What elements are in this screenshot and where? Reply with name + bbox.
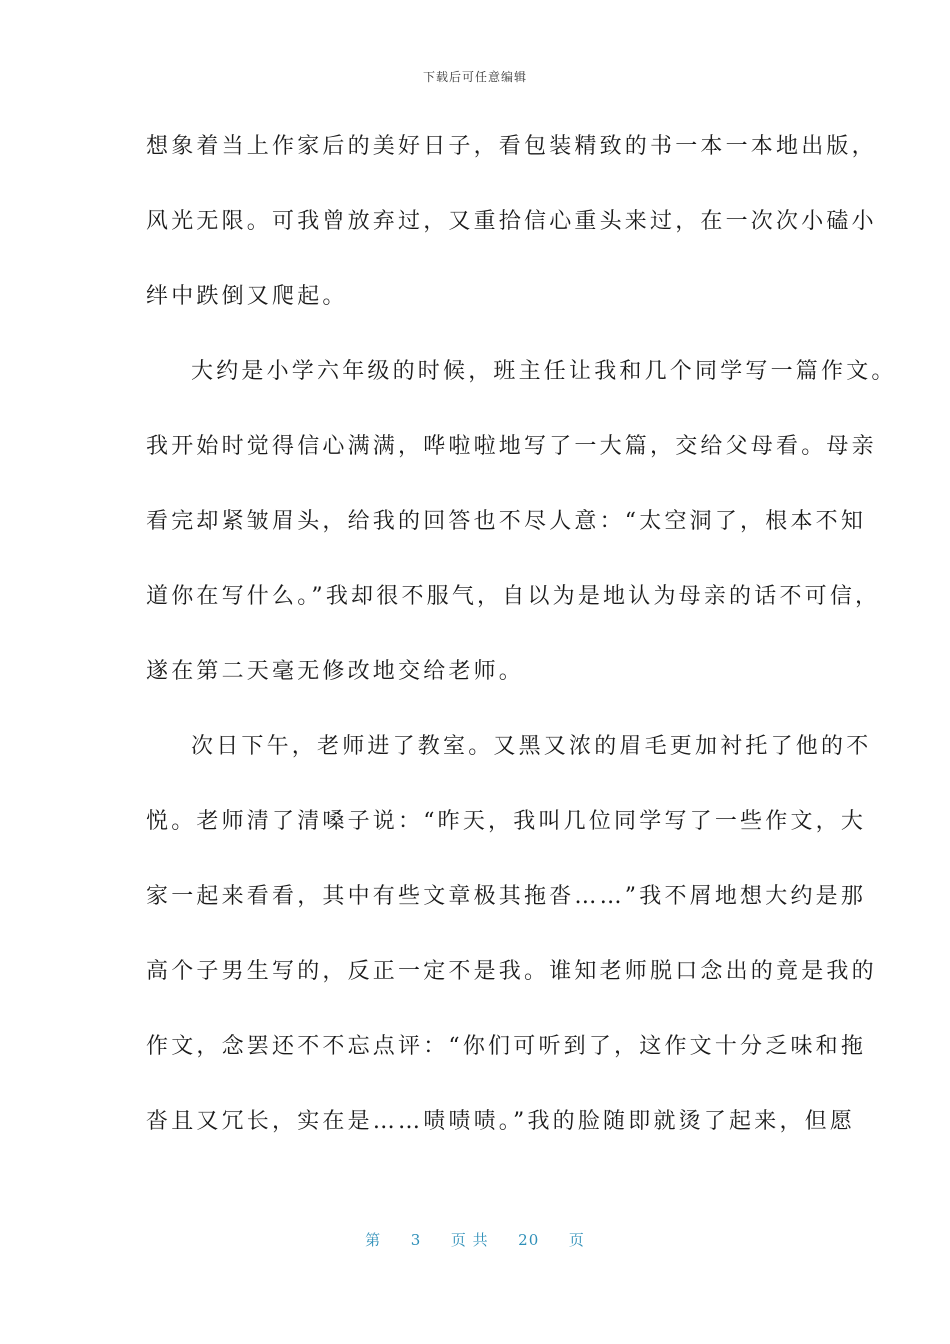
footer-suffix: 页 <box>568 1231 585 1249</box>
page-header: 下载后可任意编辑 <box>422 70 527 84</box>
paragraph-first-line: 大约是小学六年级的时候，班主任让我和几个同学写一篇作文。 <box>191 359 897 384</box>
text-line: 道你在写什么。”我却很不服气，自以为是地认为母亲的话不可信， <box>146 584 881 609</box>
text-line: 作文，念罢还不不忘点评：“你们可听到了，这作文十分乏味和拖 <box>146 1034 867 1059</box>
text-line: 高个子男生写的，反正一定不是我。谁知老师脱口念出的竟是我的 <box>146 959 877 984</box>
document-body <box>146 122 897 1172</box>
text-line: 沓且又冗长，实在是……啧啧啧。”我的脸随即就烫了起来，但愿 <box>146 1109 856 1134</box>
current-page-number: 3 <box>410 1231 422 1249</box>
text-line: 家一起来看看，其中有些文章极其拖沓……”我不屑地想大约是那 <box>146 884 867 909</box>
text-line: 悦。老师清了清嗓子说：“昨天，我叫几位同学写了一些作文，大 <box>146 809 867 834</box>
text-line: 风光无限。可我曾放弃过，又重拾信心重头来过，在一次次小磕小 <box>146 209 877 234</box>
total-page-count: 20 <box>518 1231 540 1249</box>
text-line: 想象着当上作家后的美好日子，看包装精致的书一本一本地出版， <box>146 134 877 159</box>
text-line: 绊中跌倒又爬起。 <box>146 284 348 309</box>
text-line: 我开始时觉得信心满满，哗啦啦地写了一大篇，交给父母看。母亲 <box>146 434 877 459</box>
footer-prefix: 第 <box>365 1231 382 1249</box>
text-line: 遂在第二天毫无修改地交给老师。 <box>146 659 525 684</box>
footer-middle: 页 共 <box>450 1231 489 1249</box>
page-footer <box>0 1229 950 1250</box>
text-line: 看完却紧皱眉头，给我的回答也不尽人意：“太空洞了，根本不知 <box>146 509 867 534</box>
paragraph-first-line: 次日下午，老师进了教室。又黑又浓的眉毛更加衬托了他的不 <box>191 734 872 759</box>
